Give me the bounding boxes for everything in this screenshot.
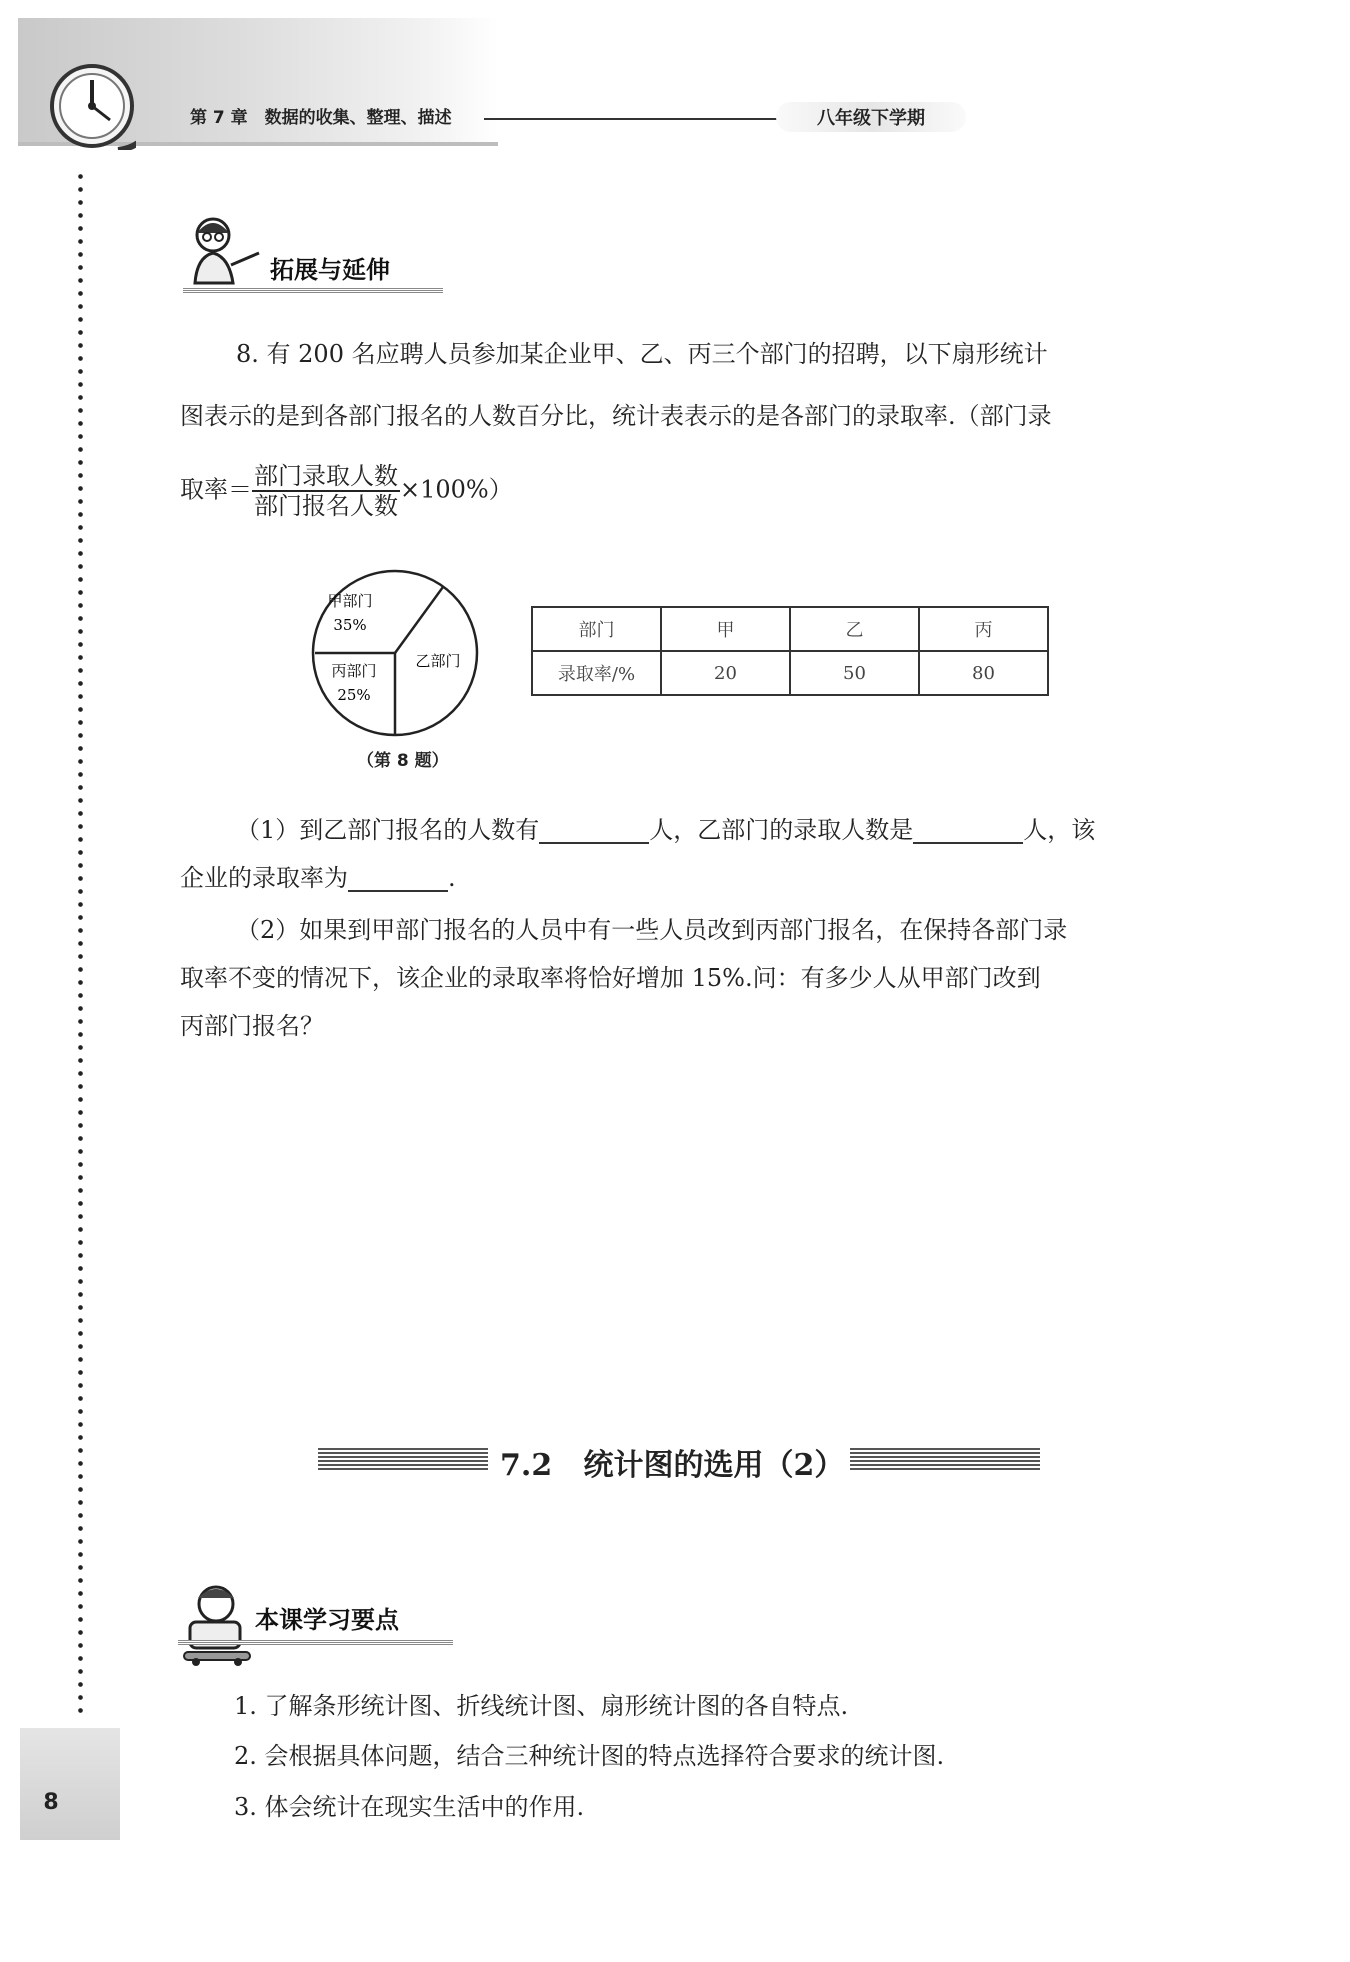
study-point-item: 1. 了解条形统计图、折线统计图、扇形统计图的各自特点. — [234, 1692, 849, 1720]
section-title: 统计图的选用（2） — [583, 1448, 845, 1483]
pie-label-jia: 甲部门 — [327, 592, 373, 610]
question2-line1: （2）如果到甲部门报名的人员中有一些人员改到丙部门报名，在保持各部门录 — [236, 916, 1068, 944]
question1-line2 — [180, 864, 1180, 892]
table-header-cell: 甲 — [661, 607, 790, 651]
figure-caption: （第 8 题） — [357, 751, 449, 771]
pie-label-bing: 丙部门 — [331, 662, 377, 680]
table-cell: 50 — [790, 651, 919, 695]
teacher-icon — [183, 213, 263, 293]
answer-blank[interactable] — [913, 818, 1023, 844]
title-hatch-left — [318, 1448, 488, 1470]
title-hatch-right — [850, 1448, 1040, 1470]
question2-line3: 丙部门报名？ — [180, 1012, 324, 1040]
table-cell: 20 — [661, 651, 790, 695]
page-number-box — [20, 1728, 120, 1840]
admission-rate-table — [531, 606, 1049, 696]
section-72-title — [500, 1440, 844, 1484]
problem8-formula — [180, 462, 1180, 520]
table-header-cell: 乙 — [790, 607, 919, 651]
table-cell: 录取率/% — [532, 651, 661, 695]
grade-label: 八年级下学期 — [776, 102, 966, 132]
table-header-cell: 部门 — [532, 607, 661, 651]
q1-text-d: 企业的录取率为 — [180, 864, 348, 892]
fraction — [252, 462, 400, 520]
answer-blank[interactable] — [348, 866, 448, 892]
student-icon — [178, 1580, 256, 1666]
problem8-line2: 图表示的是到各部门报名的人数百分比，统计表表示的是各部门的录取率.（部门录 — [180, 402, 1052, 430]
table-header-cell: 丙 — [919, 607, 1048, 651]
study-point-item: 2. 会根据具体问题，结合三种统计图的特点选择符合要求的统计图. — [234, 1742, 945, 1770]
q1-text-a: （1）到乙部门报名的人数有 — [236, 816, 540, 844]
extension-section-title: 拓展与延伸 — [270, 256, 390, 284]
q1-text-e: . — [448, 864, 456, 892]
chapter-title: 第 7 章 数据的收集、整理、描述 — [190, 108, 452, 128]
pie-chart — [310, 568, 480, 738]
formula-suffix: ×100%） — [400, 475, 513, 504]
table-cell: 80 — [919, 651, 1048, 695]
section-rule — [183, 288, 443, 293]
pie-label-yi: 乙部门 — [415, 652, 461, 670]
header-rule — [484, 118, 784, 120]
pie-label-jia-pct: 35% — [333, 616, 367, 634]
table-header-row — [532, 607, 1048, 651]
q1-text-c: 人，该 — [1023, 816, 1096, 844]
table-row — [532, 651, 1048, 695]
pie-label-bing-pct: 25% — [337, 686, 371, 704]
section-number: 7.2 — [500, 1448, 553, 1483]
formula-prefix: 取率＝ — [180, 475, 252, 504]
study-points-title: 本课学习要点 — [255, 1606, 399, 1634]
problem8-line1: 8. 有 200 名应聘人员参加某企业甲、乙、丙三个部门的招聘，以下扇形统计 — [236, 340, 1048, 368]
question1-line1 — [236, 816, 1236, 844]
q1-text-b: 人，乙部门的录取人数是 — [649, 816, 914, 844]
section-rule — [178, 1640, 453, 1645]
study-point-item: 3. 体会统计在现实生活中的作用. — [234, 1793, 585, 1821]
dotted-margin — [78, 170, 83, 1720]
question2-line2: 取率不变的情况下，该企业的录取率将恰好增加 15%.问：有多少人从甲部门改到 — [180, 964, 1041, 992]
page-number: 8 — [43, 1790, 59, 1815]
fraction-denominator: 部门报名人数 — [254, 492, 398, 520]
fraction-numerator: 部门录取人数 — [254, 462, 398, 490]
clock-icon — [48, 62, 136, 150]
answer-blank[interactable] — [539, 818, 649, 844]
